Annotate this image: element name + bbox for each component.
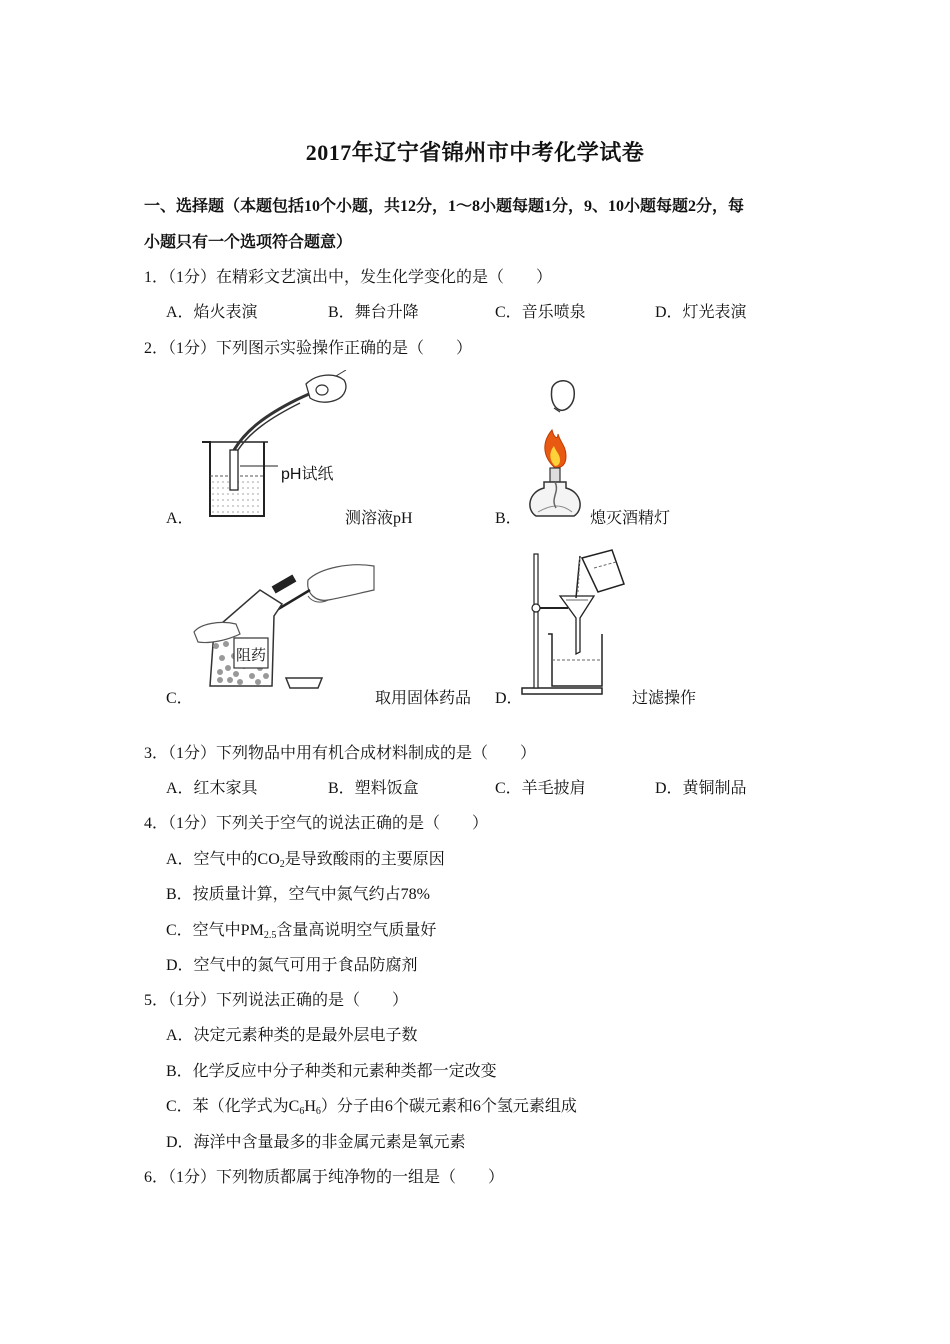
q5-option-d: D．海洋中含量最多的非金属元素是氧元素: [166, 1134, 466, 1151]
question-1-stem: 1．（1分）在精彩文艺演出中，发生化学变化的是（ ）: [144, 269, 553, 286]
q2-option-b-caption: 熄灭酒精灯: [590, 510, 671, 527]
question-4-stem: 4．（1分）下列关于空气的说法正确的是（ ）: [144, 815, 489, 832]
solid-reagent-figure: [190, 560, 380, 696]
section-heading-line1: 一、选择题（本题包括10个小题，共12分，1～8小题每题1分，9、10小题每题2分，每: [144, 198, 745, 215]
question-6-stem: 6．（1分）下列物质都属于纯净物的一组是（ ）: [144, 1169, 505, 1186]
page-title: 2017年辽宁省锦州市中考化学试卷: [305, 140, 645, 165]
q4-option-c: C．空气中$PM_{2.5}$含量高说明空气质量好: [166, 922, 437, 941]
q2-option-c-caption: 取用固体药品: [375, 690, 472, 707]
q1-option-b: B．舞台升降: [328, 304, 419, 321]
q1-option-d: D．灯光表演: [655, 304, 747, 321]
ph-paper-label: pH试纸: [281, 466, 334, 483]
q5-option-b: B．化学反应中分子种类和元素种类都一定改变: [166, 1063, 497, 1080]
q5-option-c: C．苯（化学式为$C_6H_6$）分子由6个碳元素和6个氢元素组成: [166, 1098, 577, 1117]
question-5-stem: 5．（1分）下列说法正确的是（ ）: [144, 992, 409, 1009]
q4-option-b: B．按质量计算，空气中氮气约占78%: [166, 886, 431, 903]
reagent-bottle-label: 阻药: [236, 648, 267, 664]
q1-option-c: C．音乐喷泉: [495, 304, 586, 321]
ph-test-figure: [196, 370, 356, 520]
q3-option-d: D．黄铜制品: [655, 780, 747, 797]
q2-option-b-letter: B．: [495, 510, 522, 527]
section-heading-line2: 小题只有一个选项符合题意）: [144, 234, 353, 251]
q3-option-b: B．塑料饭盒: [328, 780, 419, 797]
question-3-stem: 3．（1分）下列物品中用有机合成材料制成的是（ ）: [144, 745, 537, 762]
q5-option-a: A．决定元素种类的是最外层电子数: [166, 1027, 418, 1044]
q2-option-c-letter: C．: [166, 690, 193, 707]
q4-option-a: A．空气中的$CO_2$是导致酸雨的主要原因: [166, 851, 445, 870]
q2-option-a-caption: 测溶液pH: [345, 510, 413, 527]
question-2-stem: 2．（1分）下列图示实验操作正确的是（ ）: [144, 340, 473, 357]
q2-option-d-letter: D．: [495, 690, 523, 707]
q3-option-c: C．羊毛披肩: [495, 780, 586, 797]
alcohol-lamp-figure: [522, 376, 588, 522]
q2-option-a-letter: A．: [166, 510, 194, 527]
q1-option-a: A．焰火表演: [166, 304, 258, 321]
filtration-figure: [518, 548, 628, 696]
q2-option-d-caption: 过滤操作: [632, 690, 697, 707]
q4-option-d: D．空气中的氮气可用于食品防腐剂: [166, 957, 418, 974]
q3-option-a: A．红木家具: [166, 780, 258, 797]
